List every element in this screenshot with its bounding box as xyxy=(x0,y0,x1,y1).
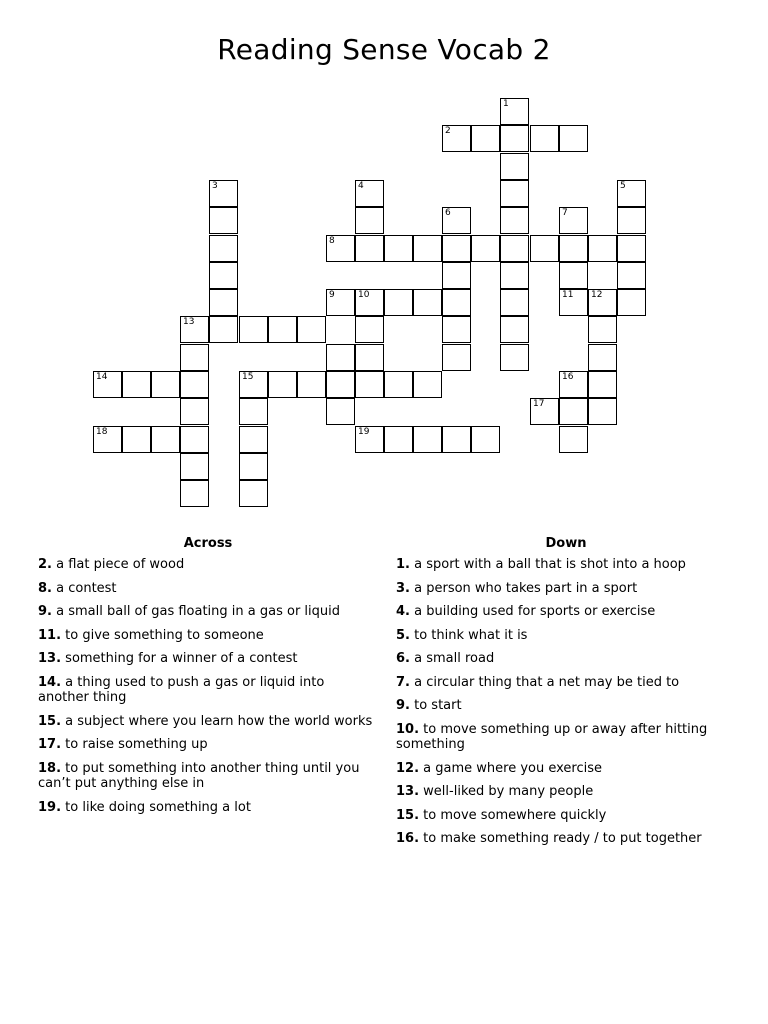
grid-cell[interactable] xyxy=(500,235,529,262)
down-clue xyxy=(396,808,736,824)
clue-text: a flat piece of wood xyxy=(56,557,185,572)
grid-cell[interactable] xyxy=(355,371,384,398)
grid-cell[interactable] xyxy=(180,316,209,343)
grid-cell[interactable] xyxy=(559,125,588,152)
clue-text: a sport with a ball that is shot into a hoop xyxy=(414,557,686,572)
grid-cell[interactable] xyxy=(326,398,355,425)
grid-cell[interactable] xyxy=(180,398,209,425)
grid-cell[interactable] xyxy=(384,371,413,398)
clue-number: 14. xyxy=(38,674,62,690)
clue-text: a person who takes part in a sport xyxy=(414,580,638,596)
cell-number: 13 xyxy=(183,317,195,327)
grid-cell[interactable] xyxy=(355,180,384,207)
grid-cell[interactable] xyxy=(122,426,151,453)
clue-number: 16. xyxy=(396,831,420,846)
grid-cell[interactable] xyxy=(122,371,151,398)
clue-number: 15. xyxy=(396,807,420,823)
cell-number: 15 xyxy=(242,372,254,382)
grid-cell[interactable] xyxy=(209,262,238,289)
down-clue xyxy=(396,698,736,714)
down-clue xyxy=(396,722,736,753)
grid-cell[interactable] xyxy=(471,426,500,453)
grid-cell[interactable] xyxy=(530,125,559,152)
cell-number: 7 xyxy=(562,208,568,218)
grid-cell[interactable] xyxy=(559,371,588,398)
down-clue xyxy=(396,604,736,620)
page-title: Reading Sense Vocab 2 xyxy=(217,33,551,66)
clue-text: a small road xyxy=(414,651,495,666)
across-clue xyxy=(38,737,378,753)
grid-cell[interactable] xyxy=(500,262,529,289)
clue-number: 8. xyxy=(38,580,52,596)
clue-text: to move something up or away after hitting something xyxy=(396,721,708,752)
grid-cell[interactable] xyxy=(530,235,559,262)
cell-number: 8 xyxy=(329,236,335,246)
grid-cell[interactable] xyxy=(559,289,588,316)
grid-cell[interactable] xyxy=(239,316,268,343)
grid-cell[interactable] xyxy=(355,289,384,316)
grid-cell[interactable] xyxy=(588,289,617,316)
grid-cell[interactable] xyxy=(588,344,617,371)
grid-cell[interactable] xyxy=(500,316,529,343)
clue-number: 13. xyxy=(396,784,420,799)
clue-number: 11. xyxy=(38,627,62,643)
grid-cell[interactable] xyxy=(442,289,471,316)
grid-cell[interactable] xyxy=(442,344,471,371)
across-clues xyxy=(38,536,378,823)
grid-cell[interactable] xyxy=(500,289,529,316)
across-heading: Across xyxy=(183,536,233,551)
across-clue xyxy=(38,675,378,706)
down-clue xyxy=(396,831,736,847)
grid-cell[interactable] xyxy=(588,398,617,425)
grid-cell[interactable] xyxy=(297,316,326,343)
grid-cell[interactable] xyxy=(151,371,180,398)
cell-number: 19 xyxy=(358,427,370,437)
clue-text: a subject where you learn how the world works xyxy=(65,713,373,729)
grid-cell[interactable] xyxy=(326,344,355,371)
clue-text: to move somewhere quickly xyxy=(423,807,607,823)
down-clue xyxy=(396,557,736,573)
down-clue xyxy=(396,651,736,667)
cell-number: 3 xyxy=(212,181,218,191)
cell-number: 1 xyxy=(503,99,509,109)
clue-number: 17. xyxy=(38,737,62,752)
grid-cell[interactable] xyxy=(617,180,646,207)
grid-cell[interactable] xyxy=(559,398,588,425)
across-clue-list xyxy=(38,557,378,815)
clue-number: 2. xyxy=(38,557,52,572)
grid-cell[interactable] xyxy=(209,180,238,207)
grid-cell[interactable] xyxy=(209,207,238,234)
clue-text: to start xyxy=(414,698,462,713)
grid-cell[interactable] xyxy=(239,398,268,425)
cell-number: 17 xyxy=(533,399,545,409)
grid-cell[interactable] xyxy=(500,125,529,152)
grid-cell[interactable] xyxy=(93,371,122,398)
across-clue xyxy=(38,604,378,620)
cell-number: 9 xyxy=(329,290,335,300)
grid-cell[interactable] xyxy=(413,235,442,262)
grid-cell[interactable] xyxy=(413,289,442,316)
cell-number: 4 xyxy=(358,181,364,191)
clue-number: 12. xyxy=(396,760,420,776)
grid-cell[interactable] xyxy=(239,480,268,507)
grid-cell[interactable] xyxy=(239,426,268,453)
grid-cell[interactable] xyxy=(500,344,529,371)
grid-cell[interactable] xyxy=(617,289,646,316)
grid-cell[interactable] xyxy=(559,235,588,262)
clue-number: 10. xyxy=(396,721,420,737)
clue-text: a circular thing that a net may be tied to xyxy=(414,674,680,690)
clue-number: 4. xyxy=(396,604,410,619)
grid-cell[interactable] xyxy=(559,426,588,453)
grid-cell[interactable] xyxy=(530,398,559,425)
grid-cell[interactable] xyxy=(180,480,209,507)
clue-number: 9. xyxy=(396,698,410,713)
down-clue-list xyxy=(396,557,736,847)
grid-cell[interactable] xyxy=(239,371,268,398)
cell-number: 16 xyxy=(562,372,574,382)
grid-cell[interactable] xyxy=(442,125,471,152)
grid-cell[interactable] xyxy=(209,235,238,262)
grid-cell[interactable] xyxy=(471,235,500,262)
clue-number: 7. xyxy=(396,674,410,690)
clue-text: a contest xyxy=(56,580,117,596)
down-clues xyxy=(396,536,736,855)
clue-text: to think what it is xyxy=(414,627,528,643)
across-clue xyxy=(38,800,378,816)
grid-cell[interactable] xyxy=(588,316,617,343)
across-clue xyxy=(38,761,378,792)
across-clue xyxy=(38,628,378,644)
grid-cell[interactable] xyxy=(442,426,471,453)
grid-cell[interactable] xyxy=(559,262,588,289)
down-clue xyxy=(396,581,736,597)
across-clue xyxy=(38,581,378,597)
cell-number: 6 xyxy=(445,208,451,218)
grid-cell[interactable] xyxy=(355,426,384,453)
grid-cell[interactable] xyxy=(355,207,384,234)
grid-cell[interactable] xyxy=(326,289,355,316)
clue-number: 6. xyxy=(396,651,410,666)
clue-number: 5. xyxy=(396,627,410,643)
grid-cell[interactable] xyxy=(500,180,529,207)
grid-cell[interactable] xyxy=(442,235,471,262)
cell-number: 11 xyxy=(562,290,574,300)
clue-text: a game where you exercise xyxy=(423,760,603,776)
clue-number: 19. xyxy=(38,799,62,815)
grid-cell[interactable] xyxy=(355,316,384,343)
grid-cell[interactable] xyxy=(617,207,646,234)
grid-cell[interactable] xyxy=(500,98,529,125)
clue-number: 18. xyxy=(38,760,62,776)
cell-number: 2 xyxy=(445,126,451,136)
down-clue xyxy=(396,784,736,800)
grid-cell[interactable] xyxy=(209,316,238,343)
grid-cell[interactable] xyxy=(617,262,646,289)
grid-cell[interactable] xyxy=(180,426,209,453)
across-clue xyxy=(38,714,378,730)
grid-cell[interactable] xyxy=(559,207,588,234)
clue-text: a small ball of gas floating in a gas or liquid xyxy=(56,604,340,619)
grid-cell[interactable] xyxy=(297,371,326,398)
clue-number: 3. xyxy=(396,580,410,596)
grid-cell[interactable] xyxy=(355,235,384,262)
clue-text: to give something to someone xyxy=(65,627,264,643)
grid-cell[interactable] xyxy=(471,125,500,152)
grid-cell[interactable] xyxy=(355,344,384,371)
grid-cell[interactable] xyxy=(617,235,646,262)
grid-cell[interactable] xyxy=(209,289,238,316)
down-clue xyxy=(396,628,736,644)
grid-cell[interactable] xyxy=(180,453,209,480)
grid-cell[interactable] xyxy=(180,371,209,398)
grid-cell[interactable] xyxy=(384,426,413,453)
down-clue xyxy=(396,675,736,691)
cell-number: 14 xyxy=(96,372,108,382)
grid-cell[interactable] xyxy=(93,426,122,453)
down-clue xyxy=(396,761,736,777)
clue-text: to make something ready / to put together xyxy=(423,831,702,846)
grid-cell[interactable] xyxy=(500,153,529,180)
grid-cell[interactable] xyxy=(268,316,297,343)
clue-number: 15. xyxy=(38,713,62,729)
grid-cell[interactable] xyxy=(413,371,442,398)
clue-number: 9. xyxy=(38,604,52,619)
grid-cell[interactable] xyxy=(442,262,471,289)
clue-text: to put something into another thing until you can’t put anything else in xyxy=(38,760,360,791)
grid-cell[interactable] xyxy=(442,316,471,343)
clue-text: something for a winner of a contest xyxy=(65,651,298,666)
cell-number: 5 xyxy=(620,181,626,191)
grid-cell[interactable] xyxy=(239,453,268,480)
across-clue xyxy=(38,651,378,667)
grid-cell[interactable] xyxy=(588,371,617,398)
cell-number: 18 xyxy=(96,427,108,437)
grid-cell[interactable] xyxy=(588,235,617,262)
grid-cell[interactable] xyxy=(180,344,209,371)
grid-cell[interactable] xyxy=(326,235,355,262)
clue-number: 13. xyxy=(38,651,62,666)
grid-cell[interactable] xyxy=(500,207,529,234)
clue-text: a building used for sports or exercise xyxy=(414,604,656,619)
clue-number: 1. xyxy=(396,557,410,572)
grid-cell[interactable] xyxy=(384,289,413,316)
grid-cell[interactable] xyxy=(384,235,413,262)
clue-text: well-liked by many people xyxy=(423,784,594,799)
clue-text: to raise something up xyxy=(65,737,208,752)
grid-cell[interactable] xyxy=(413,426,442,453)
grid-cell[interactable] xyxy=(268,371,297,398)
cell-number: 12 xyxy=(591,290,603,300)
across-clue xyxy=(38,557,378,573)
grid-cell[interactable] xyxy=(151,426,180,453)
grid-cell[interactable] xyxy=(442,207,471,234)
clue-text: to like doing something a lot xyxy=(65,799,251,815)
grid-cell[interactable] xyxy=(326,371,355,398)
clue-text: a thing used to push a gas or liquid into another thing xyxy=(38,674,325,705)
down-heading: Down xyxy=(545,536,587,551)
cell-number: 10 xyxy=(358,290,370,300)
